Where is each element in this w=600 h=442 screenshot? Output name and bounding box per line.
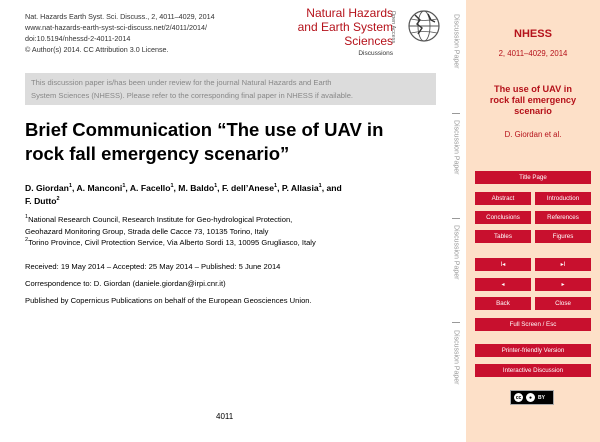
citation-header [25, 11, 215, 55]
paper-title [25, 118, 440, 166]
strip-label-text: Discussion Paper [452, 330, 460, 385]
correspondence: Correspondence to: D. Giordan (daniele.giordan@irpi.cnr.it) [25, 279, 226, 288]
notice-line1: This discussion paper is/has been under review for the journal Natural Hazards and Earth [31, 78, 332, 87]
affiliations [25, 214, 440, 249]
journal-discussions-label: Discussions [358, 50, 393, 57]
strip-divider [452, 113, 460, 114]
author-name: A. Facello [129, 183, 171, 193]
cc-icon: cc [515, 394, 522, 401]
first-page-button[interactable]: I◂ [475, 258, 531, 271]
journal-name-line3: Sciences [344, 34, 393, 48]
affiliation-1 [25, 214, 440, 226]
title-page-button[interactable]: Title Page [475, 171, 591, 184]
paper-title-line2: rock fall emergency scenario” [25, 143, 290, 164]
tables-button[interactable]: Tables [475, 230, 531, 243]
affiliation-text: Geohazard Monitoring Group, Strada delle Cacce 73, 10135 Torino, Italy [25, 226, 269, 236]
navigation-sidebar [466, 0, 600, 442]
open-access-text: Open Access [390, 10, 397, 44]
author-affil-sup: 1 [214, 183, 218, 189]
paper-title-line1: Brief Communication “The use of UAV in [25, 119, 384, 140]
doi-text: doi:10.5194/nhessd-2-4011-2014 [25, 34, 131, 43]
side-title-line1: The use of UAV in [494, 84, 572, 94]
back-button[interactable]: Back [475, 297, 531, 310]
author-affil-sup: 2 [56, 196, 60, 202]
review-notice [25, 73, 436, 105]
printer-friendly-button[interactable]: Printer-friendly Version [475, 344, 591, 357]
cc-by-label: BY [538, 394, 545, 401]
person-icon: ● [526, 393, 535, 402]
affiliation-sup: 2 [25, 237, 29, 243]
abstract-button[interactable]: Abstract [475, 192, 531, 205]
cc-license-badge[interactable] [510, 390, 554, 405]
side-authors: D. Giordan et al. [504, 130, 562, 139]
last-page-button[interactable]: ▸I [535, 258, 591, 271]
page-number: 4011 [216, 412, 234, 421]
discussion-paper-strip [446, 0, 466, 442]
affiliation-2 [25, 237, 440, 249]
references-button[interactable]: References [535, 211, 591, 224]
author-affil-sup: 1 [170, 183, 174, 189]
side-title-line2: rock fall emergency [489, 95, 577, 105]
author-list: D. Giordan$^1$, A. Manconi$^1$, A. Facello$^1$, M. Baldo$^1$, F. dell’Anese$^1$, P. Allasia$^1$, and F. Dutto$^2$ [25, 183, 342, 206]
side-title-line3: scenario [514, 106, 552, 116]
full-screen-button[interactable]: Full Screen / Esc [475, 318, 591, 331]
author-name: F. Dutto [25, 196, 57, 206]
citation-text: Nat. Hazards Earth Syst. Sci. Discuss., 2, 4011–4029, 2014 [25, 12, 215, 21]
introduction-button[interactable]: Introduction [535, 192, 591, 205]
side-journal-name: NHESS [514, 28, 552, 40]
affiliation-text: Torino Province, Civil Protection Service, Via Alberto Sordi 13, 10095 Grugliasco, Italy [28, 238, 316, 247]
author-affil-sup: 1 [68, 183, 72, 189]
author-name: D. Giordan [25, 183, 69, 193]
strip-label-text: Discussion Paper [452, 120, 460, 175]
author-affil-sup: 1 [274, 183, 278, 189]
strip-divider [452, 218, 460, 219]
author-name: P. Allasia [281, 183, 319, 193]
affiliation-text: National Research Council, Research Institute for Geo-hydrological Protection, [28, 215, 293, 224]
author-and: and [326, 183, 342, 193]
strip-label [446, 330, 466, 422]
strip-label-text: Discussion Paper [452, 225, 460, 280]
notice-line2: System Sciences (NHESS). Please refer to the corresponding final paper in NHESS if available. [31, 91, 354, 100]
journal-name-line1: Natural Hazards [306, 6, 393, 20]
side-paper-title [476, 84, 590, 117]
license-text: © Author(s) 2014. CC Attribution 3.0 License. [25, 45, 169, 54]
side-volume: 2, 4011–4029, 2014 [498, 49, 568, 58]
strip-label [446, 120, 466, 212]
affiliation-sup: 1 [25, 214, 29, 220]
globe-logo-icon [406, 8, 442, 50]
strip-label-text: Discussion Paper [452, 14, 460, 69]
journal-url[interactable]: www.nat-hazards-earth-syst-sci-discuss.net/2/4011/2014/ [25, 23, 208, 32]
interactive-discussion-button[interactable]: Interactive Discussion [475, 364, 591, 377]
journal-logo-text [283, 6, 393, 59]
close-button[interactable]: Close [535, 297, 591, 310]
author-affil-sup: 1 [122, 183, 126, 189]
journal-name-line2: and Earth System [297, 20, 393, 34]
author-affil-sup: 1 [318, 183, 322, 189]
strip-divider [452, 322, 460, 323]
author-name: F. dell’Anese [221, 183, 274, 193]
published-by: Published by Copernicus Publications on behalf of the European Geosciences Union. [25, 296, 312, 305]
next-page-button[interactable]: ▸ [535, 278, 591, 291]
prev-page-button[interactable]: ◂ [475, 278, 531, 291]
open-access-label [390, 4, 405, 52]
author-name: M. Baldo [178, 183, 215, 193]
author-name: A. Manconi [76, 183, 123, 193]
received-dates: Received: 19 May 2014 – Accepted: 25 May 2014 – Published: 5 June 2014 [25, 262, 281, 271]
strip-label [446, 225, 466, 317]
figures-button[interactable]: Figures [535, 230, 591, 243]
conclusions-button[interactable]: Conclusions [475, 211, 531, 224]
strip-label [446, 14, 466, 106]
